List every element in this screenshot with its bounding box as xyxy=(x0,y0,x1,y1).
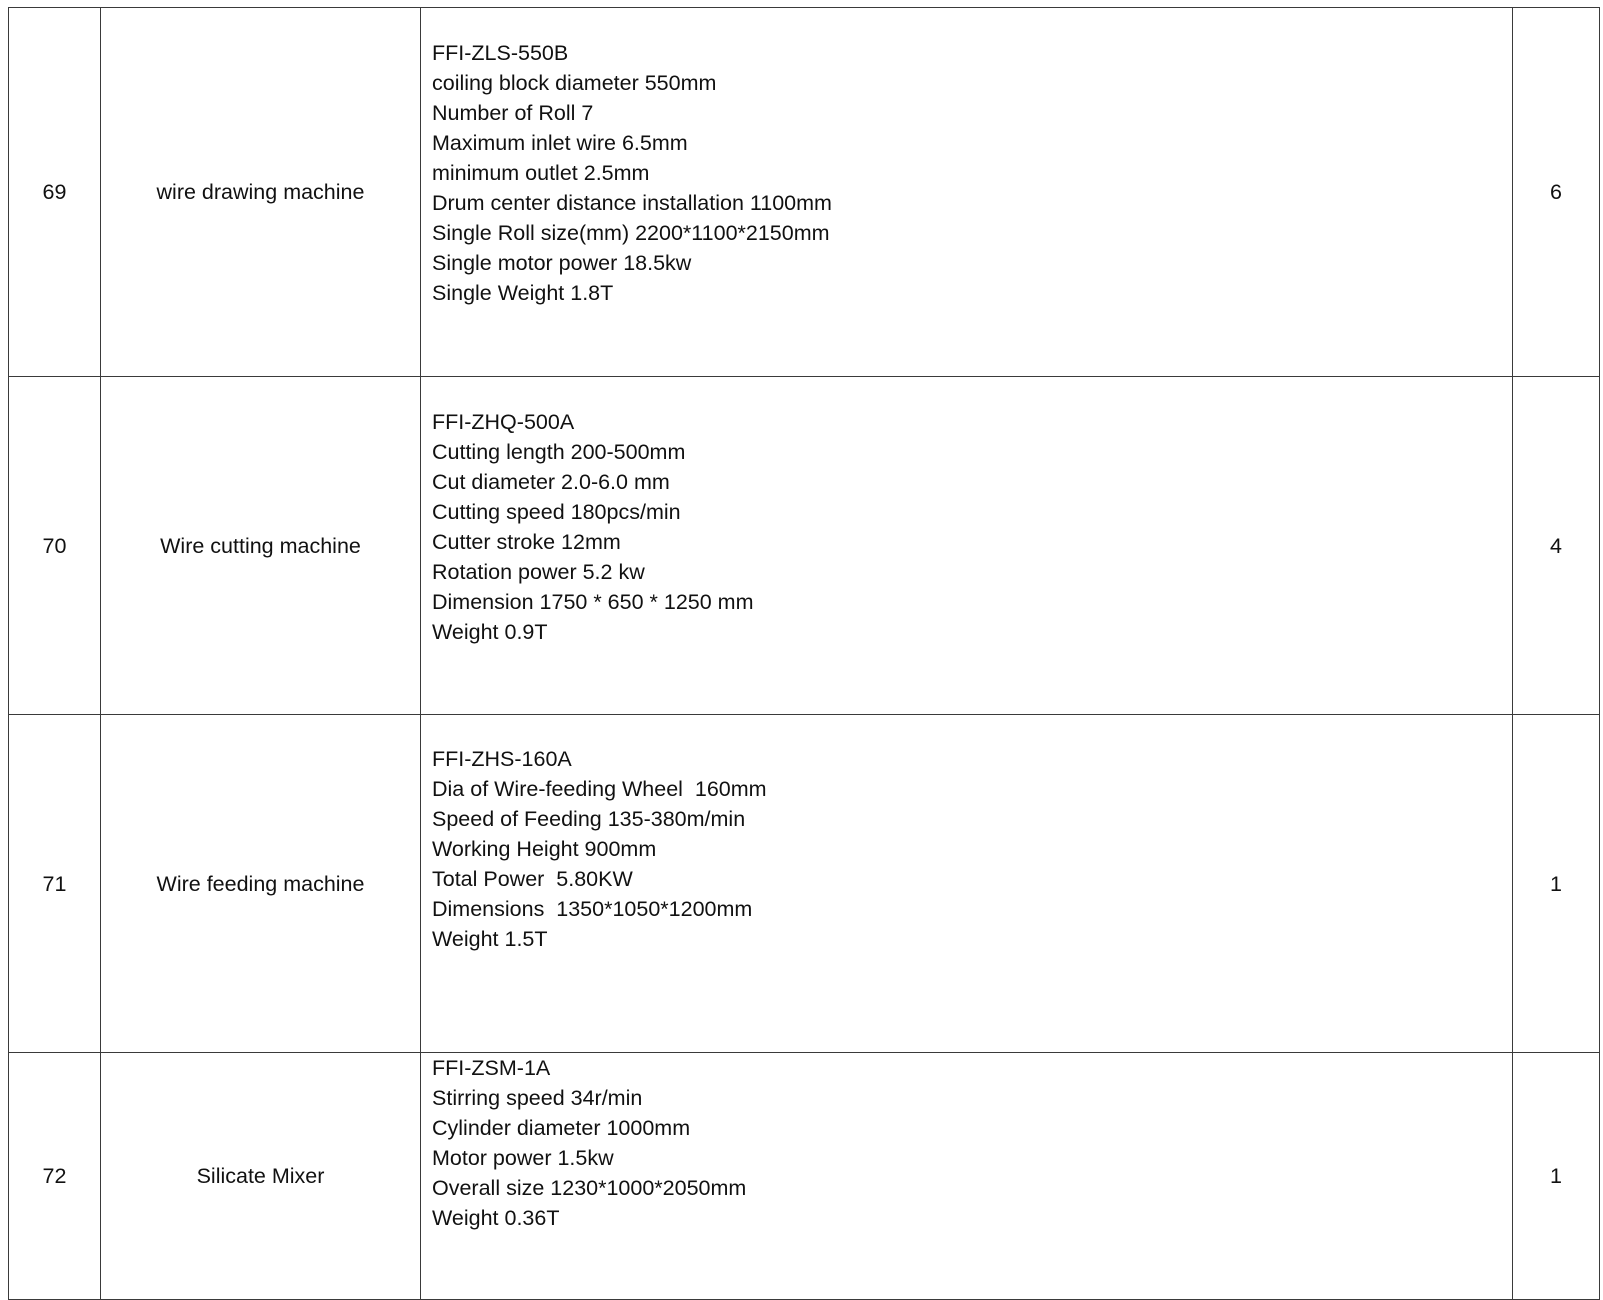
spec-line: Dia of Wire-feeding Wheel 160mm xyxy=(432,777,767,801)
item-specs xyxy=(421,1053,1513,1300)
spec-line: Maximum inlet wire 6.5mm xyxy=(432,131,688,155)
item-name: Wire cutting machine xyxy=(101,377,421,715)
table-row xyxy=(9,1053,1600,1300)
equipment-table xyxy=(8,7,1600,1300)
spec-line: Single Roll size(mm) 2200*1100*2150mm xyxy=(432,221,830,245)
item-number: 69 xyxy=(9,8,101,377)
spec-line: Overall size 1230*1000*2050mm xyxy=(432,1176,747,1200)
spec-line: Cutting speed 180pcs/min xyxy=(432,500,681,524)
spec-line: coiling block diameter 550mm xyxy=(432,71,717,95)
item-quantity: 6 xyxy=(1513,8,1600,377)
item-name: Silicate Mixer xyxy=(101,1053,421,1300)
item-specs xyxy=(421,8,1513,377)
spec-line: Working Height 900mm xyxy=(432,837,657,861)
spec-line: FFI-ZHS-160A xyxy=(432,747,572,771)
item-number: 71 xyxy=(9,715,101,1053)
spec-line: Dimension 1750 * 650 * 1250 mm xyxy=(432,590,754,614)
spec-line: Stirring speed 34r/min xyxy=(432,1086,643,1110)
spec-line: FFI-ZLS-550B xyxy=(432,41,569,65)
spec-line: Single motor power 18.5kw xyxy=(432,251,692,275)
spec-line: Cutter stroke 12mm xyxy=(432,530,621,554)
table-row xyxy=(9,8,1600,377)
spec-line: Weight 0.36T xyxy=(432,1206,560,1230)
item-specs xyxy=(421,377,1513,715)
spec-line: minimum outlet 2.5mm xyxy=(432,161,650,185)
spec-line: Drum center distance installation 1100mm xyxy=(432,191,832,215)
item-specs xyxy=(421,715,1513,1053)
spec-line: FFI-ZSM-1A xyxy=(432,1056,551,1080)
item-name: wire drawing machine xyxy=(101,8,421,377)
spec-line: Cutting length 200-500mm xyxy=(432,440,686,464)
item-quantity: 1 xyxy=(1513,715,1600,1053)
spec-line: Weight 0.9T xyxy=(432,620,548,644)
table-row xyxy=(9,377,1600,715)
equipment-table-body xyxy=(9,8,1600,1300)
spec-line: Cut diameter 2.0-6.0 mm xyxy=(432,470,670,494)
item-quantity: 1 xyxy=(1513,1053,1600,1300)
spec-line: Weight 1.5T xyxy=(432,927,548,951)
spec-line: Single Weight 1.8T xyxy=(432,281,614,305)
spec-line: Rotation power 5.2 kw xyxy=(432,560,645,584)
item-number: 72 xyxy=(9,1053,101,1300)
spec-line: Dimensions 1350*1050*1200mm xyxy=(432,897,753,921)
spec-line: Cylinder diameter 1000mm xyxy=(432,1116,691,1140)
spec-line: Motor power 1.5kw xyxy=(432,1146,614,1170)
spec-line: Total Power 5.80KW xyxy=(432,867,633,891)
item-number: 70 xyxy=(9,377,101,715)
item-name: Wire feeding machine xyxy=(101,715,421,1053)
table-row xyxy=(9,715,1600,1053)
spec-line: FFI-ZHQ-500A xyxy=(432,410,575,434)
spec-line: Speed of Feeding 135-380m/min xyxy=(432,807,746,831)
spec-line: Number of Roll 7 xyxy=(432,101,594,125)
item-quantity: 4 xyxy=(1513,377,1600,715)
